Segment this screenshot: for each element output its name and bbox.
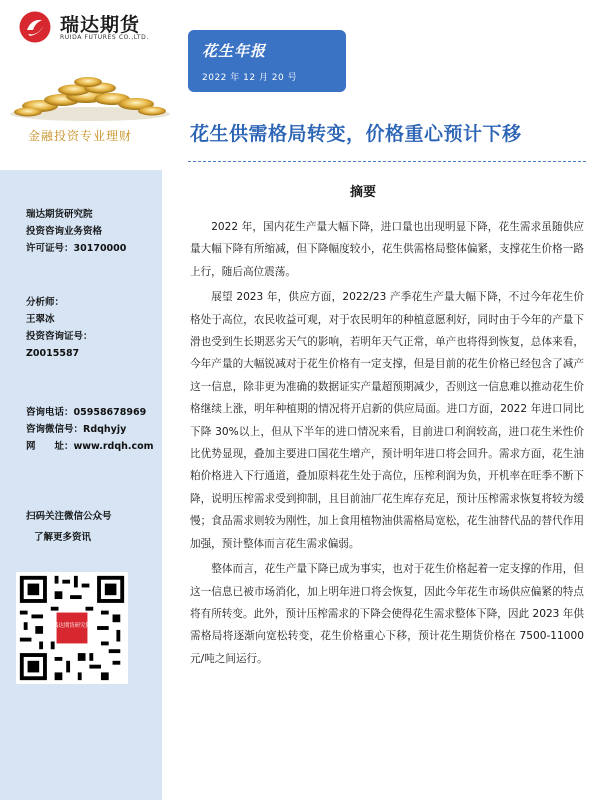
website[interactable]: 网 址：www.rdqh.com xyxy=(26,441,154,452)
consult-cert-label: 投资咨询证号： xyxy=(26,331,93,342)
brand-logo xyxy=(18,8,178,48)
paragraph: 展望 2023 年，供应方面，2022/23 产季花生产量大幅下降，不过今年花生价格处于高位，农民收益可观，对于农民明年的种植意愿利好，同时由于今年的产量下滑也受到生长期恶劣天气的影响，若明年天气正常，单产也将得到恢复，总体来看，今年产量的大幅锐减对于花生价格有一定支撑，但是目前的花生价格已经包含了减产这一信息，除非更为准确的数据证实产量超预期减少，否则这一信息难以推动花生价格继续上涨，明年种植期的情况将开启新的供应局面。进口方面，2022 年进口同比下降 30%以上，但从下半年的进口情况来看，目前进口利润较高，进口花生米性价比优势显现，叠加主要进口国花生增产，预计明年进口将会回升。需求方面，花生油粕价格进入下行通道，叠加原料花生处于高位，压榨利润为负，开机率在旺季不断下降，说明压榨需求受到抑制，且目前油厂花生库存充足，预计压榨需求恢复将较为缓慢；食品需求则较为刚性，加上食用植物油供需格局宽松，花生油替代品的替代作用加强，预计整体而言花生需求偏弱。 xyxy=(190,291,584,550)
analyst-info xyxy=(26,294,93,362)
analyst-name: 王翠冰 xyxy=(26,314,55,325)
title-divider xyxy=(188,161,586,162)
institute-info xyxy=(26,206,126,257)
phone: 咨询电话：05958678969 xyxy=(26,407,147,418)
paragraph: 整体而言，花生产量下降已成为事实，也对于花生价格起着一定支撑的作用，但这一信息已被市场消化，加上明年进口将会恢复，因此今年花生市场供应偏紧的特点将有所转变。此外，预计压榨需求的下降会使得花生需求整体下降，因此 2023 年供需格局将逐渐向宽松转变，花生价格重心下移，预计花生期货价格在 7500-11000 元/吨之间运行。 xyxy=(190,563,584,665)
consult-cert-number: Z0015587 xyxy=(26,348,80,359)
license-number: 许可证号：30170000 xyxy=(26,243,127,254)
report-date: 2022 年 12 月 20 号 xyxy=(202,73,298,83)
contact-panel xyxy=(0,170,162,800)
gold-coins-image xyxy=(0,62,178,124)
qr-code[interactable] xyxy=(16,572,128,684)
follow-wechat: 扫码关注微信公众号 xyxy=(26,511,112,522)
sidebar xyxy=(0,0,178,800)
qualification: 投资咨询业务资格 xyxy=(26,226,103,237)
report-type-banner xyxy=(188,30,346,92)
contact-info xyxy=(26,404,154,455)
learn-more: 了解更多资讯 xyxy=(34,532,92,543)
page-title: 花生供需格局转变，价格重心预计下移 xyxy=(190,123,522,145)
report-type: 花生年报 xyxy=(202,42,267,60)
paragraph: 2022 年，国内花生产量大幅下降，进口量也出现明显下降，花生需求虽随供应量大幅下降有所缩减，但下降幅度较小，花生供需格局整体偏紧，支撑花生价格一路上行，随后高位震荡。 xyxy=(190,221,584,278)
follow-text xyxy=(26,508,112,546)
ruida-logo-icon xyxy=(18,10,52,44)
qr-badge-text: 瑞达期货研究院 xyxy=(53,622,91,629)
abstract-heading: 摘要 xyxy=(350,185,377,200)
wechat-id: 咨询微信号：Rdqhyjy xyxy=(26,424,127,435)
slogan: 金融投资专业理财 xyxy=(28,129,133,143)
institute-name: 瑞达期货研究院 xyxy=(26,209,93,220)
brand-name-en: RUIDA FUTURES CO.,LTD. xyxy=(60,34,149,41)
brand-name-cn: 瑞达期货 xyxy=(60,14,141,36)
abstract-body xyxy=(190,216,584,673)
analyst-label: 分析师： xyxy=(26,297,65,308)
